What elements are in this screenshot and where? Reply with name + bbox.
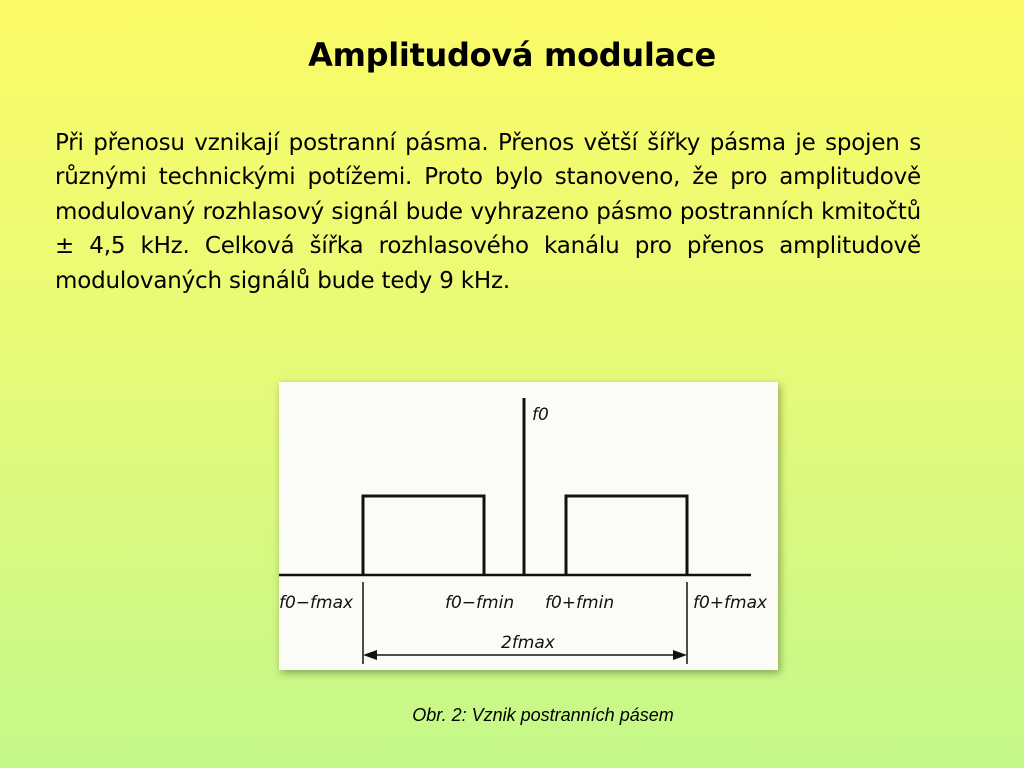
sideband-diagram-svg bbox=[279, 382, 778, 670]
label-f0-plus-fmax: f0+fmax bbox=[693, 593, 768, 613]
label-f0-plus-fmin: f0+fmin bbox=[545, 593, 615, 613]
carrier-label: f0 bbox=[532, 405, 549, 425]
sideband-diagram bbox=[279, 382, 778, 670]
upper-sideband bbox=[566, 496, 687, 575]
arrowhead-left bbox=[363, 650, 377, 660]
label-f0-minus-fmin: f0−fmin bbox=[445, 593, 515, 613]
figure-caption: Obr. 2: Vznik postranních pásem bbox=[412, 705, 674, 725]
body-paragraph: Při přenosu vznikají postranní pásma. Přenos větší šířky pásma je spojen s různými technickými potížemi. Proto bylo stanoveno, že pro amplitudově modulovaný rozhlasový signál bude vyhrazeno pásmo postranních kmitočtů ± 4,5 kHz. Celková šířka rozhlasového kanálu pro přenos amplitudově modulovaných signálů bude tedy 9 kHz. bbox=[55, 130, 921, 294]
lower-sideband bbox=[363, 496, 484, 575]
arrowhead-right bbox=[673, 650, 687, 660]
width-label: 2fmax bbox=[501, 633, 555, 653]
label-f0-minus-fmax: f0−fmax bbox=[279, 593, 354, 613]
page-title: Amplitudová modulace bbox=[308, 36, 716, 74]
